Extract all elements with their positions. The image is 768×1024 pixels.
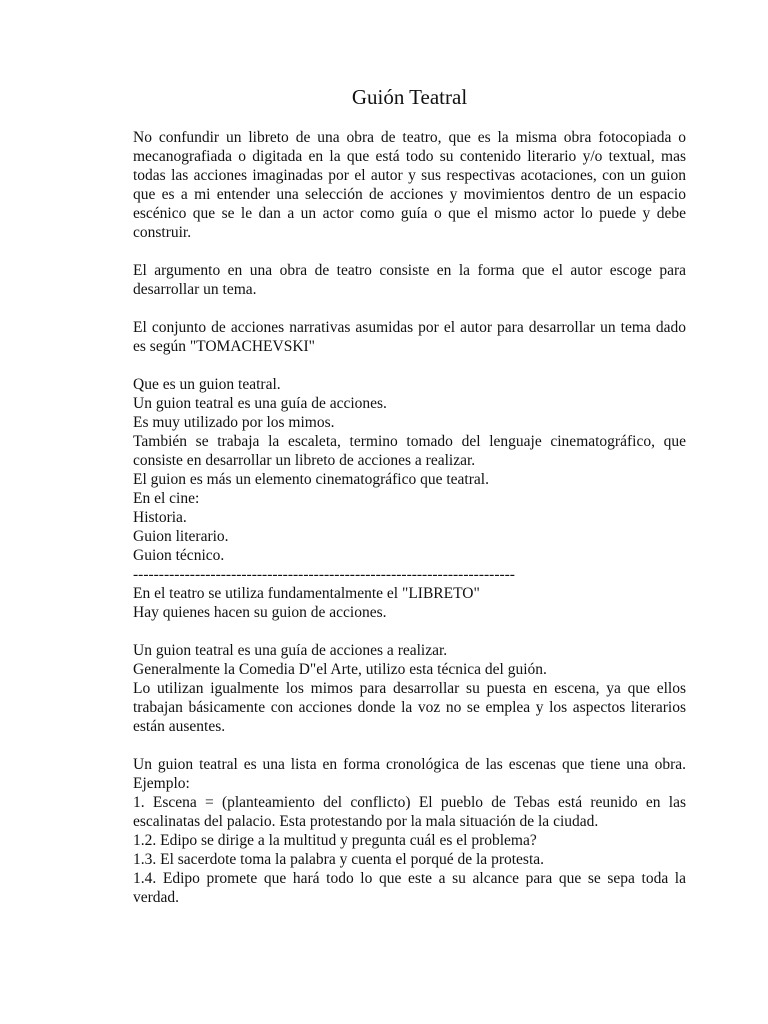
text-line: Es muy utilizado por los mimos. <box>133 414 335 431</box>
document-page <box>133 84 686 907</box>
text-line: Guion literario. <box>133 528 229 545</box>
text-line: Guion técnico. <box>133 547 225 564</box>
page-title: Guión Teatral <box>351 85 468 109</box>
text-line: Hay quienes hacen su guion de acciones. <box>133 604 387 621</box>
dashed-separator: -------------------------------------------------------------------------- <box>133 566 515 583</box>
step-item: 1. Escena = (planteamiento del conflicto) El pueblo de Tebas está reunido en las escalinatas del palacio. Esta protestando por la mala situación de la ciudad. <box>133 794 686 830</box>
text-line: Que es un guion teatral. <box>133 376 281 393</box>
text-line: Un guion teatral es una guía de acciones a realizar. <box>133 642 448 659</box>
text-line: En el cine: <box>133 490 200 507</box>
guion-definition-block <box>133 375 686 622</box>
text-line: Un guion teatral es una guía de acciones. <box>133 395 387 412</box>
paragraph-mimos: Lo utilizan igualmente los mimos para desarrollar su puesta en escena, ya que ellos trabajan básicamente con acciones donde la voz no se emplea y los aspectos literarios están ausentes. <box>133 680 686 735</box>
text-line: Historia. <box>133 509 187 526</box>
text-line: consiste en desarrollar un libreto de acciones a realizar. <box>133 452 476 469</box>
paragraph-libreto-definition: No confundir un libreto de una obra de teatro, que es la misma obra fotocopiada o mecanografiada o digitada en la que está todo su contenido literario y/o textual, mas todas las acciones imaginadas por el autor y sus respectivas acotaciones, con un guion que es a mi entender una selección de acciones y movimientos dentro de un espacio escénico que se le dan a un actor como guía o que el mismo actor lo puede y debe construir. <box>133 129 686 241</box>
step-item: 1.3. El sacerdote toma la palabra y cuenta el porqué de la protesta. <box>133 851 545 868</box>
paragraph-tomachevski: El conjunto de acciones narrativas asumidas por el autor para desarrollar un tema dado es según "TOMACHEVSKI" <box>133 319 686 355</box>
step-item: 1.4. Edipo promete que hará todo lo que este a su alcance para que se sepa toda la verdad. <box>133 870 686 906</box>
text-line: También se trabaja la escaleta, termino tomado del lenguaje cinematográfico, que <box>133 433 686 450</box>
text-line: El guion es más un elemento cinematográfico que teatral. <box>133 471 489 488</box>
paragraph-argumento: El argumento en una obra de teatro consiste en la forma que el autor escoge para desarrollar un tema. <box>133 262 686 298</box>
text-line: Generalmente la Comedia D"el Arte, utilizo esta técnica del guión. <box>133 661 547 678</box>
text-line: En el teatro se utiliza fundamentalmente el "LIBRETO" <box>133 585 480 602</box>
paragraph-lista-cronologica: Un guion teatral es una lista en forma cronológica de las escenas que tiene una obra. Ejemplo: <box>133 756 686 792</box>
comedia-block <box>133 641 686 679</box>
step-item: 1.2. Edipo se dirige a la multitud y pregunta cuál es el problema? <box>133 832 537 849</box>
